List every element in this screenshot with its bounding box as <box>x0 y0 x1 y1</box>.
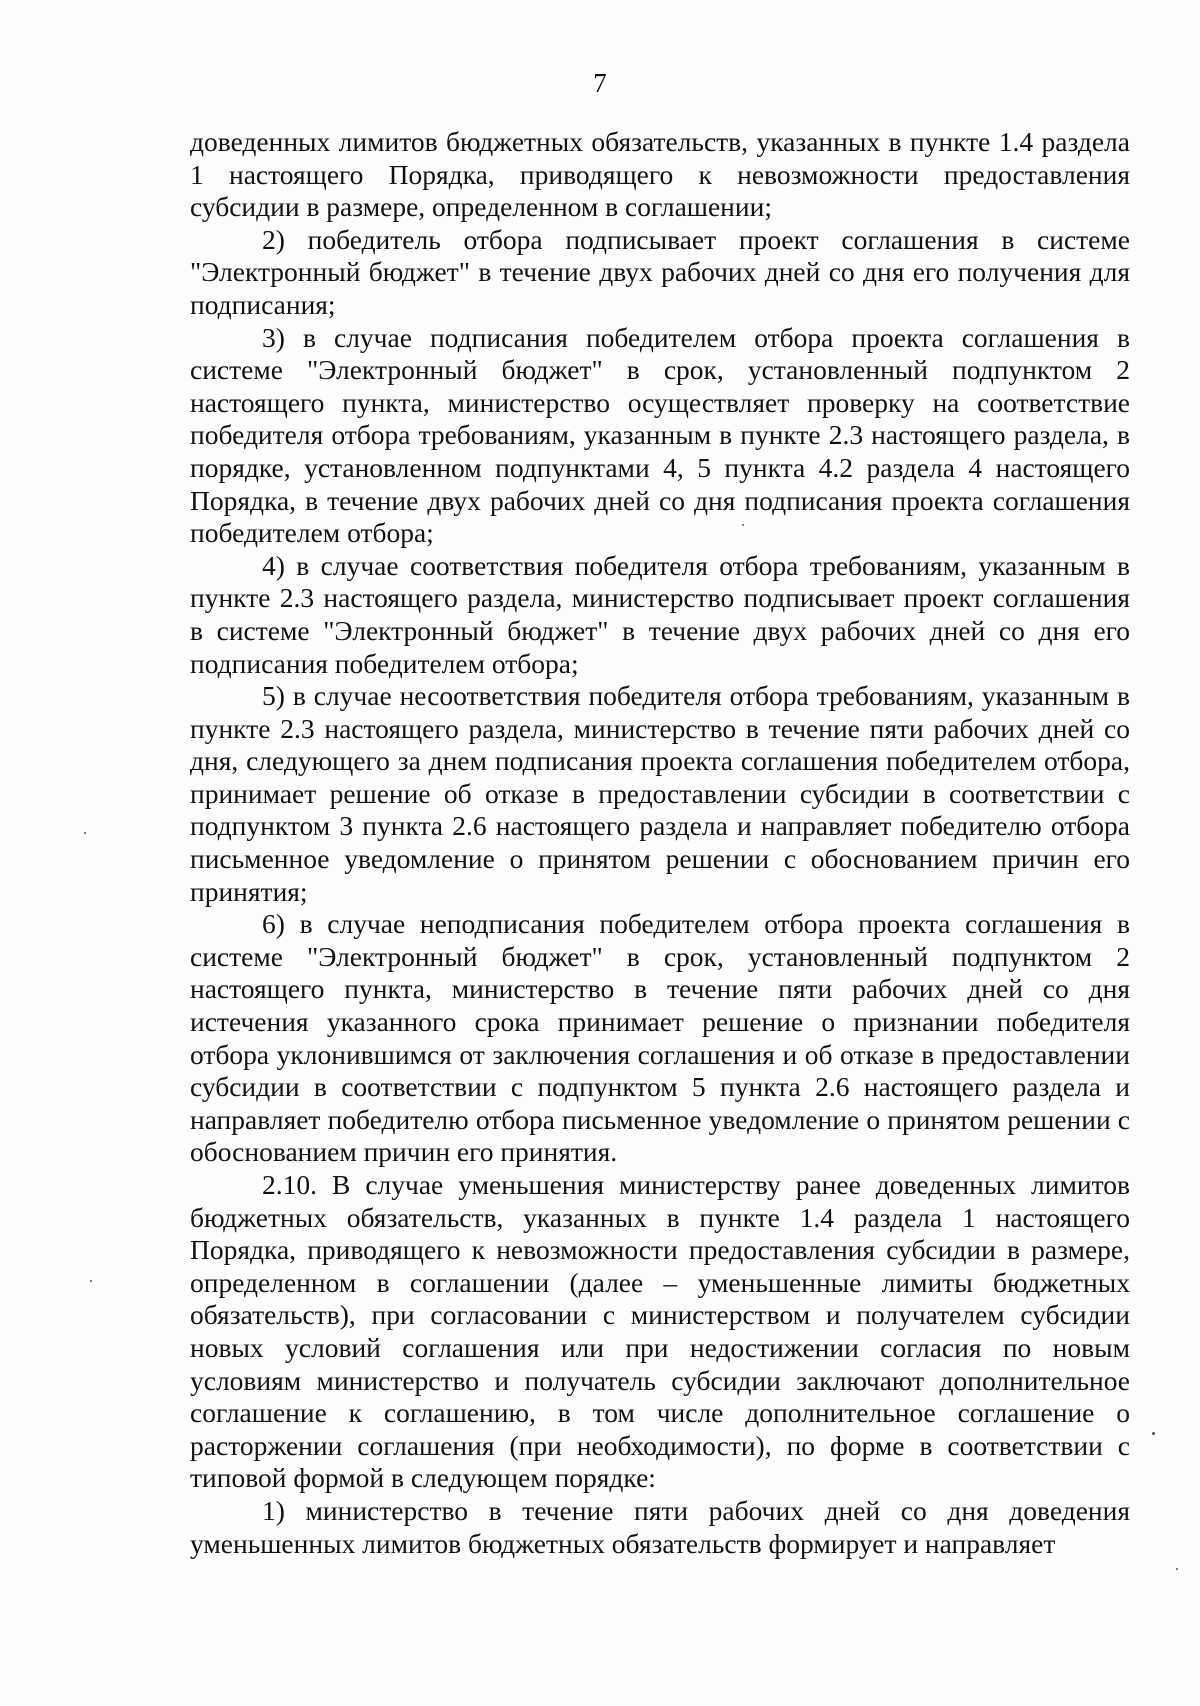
paragraph-continuation: доведенных лимитов бюджетных обязательств, указанных в пункте 1.4 раздела 1 настоящего Порядка, приводящего к невозможности предоставления субсидии в размере, определенном в соглашении; <box>190 126 1130 223</box>
paragraph-item-4: 4) в случае соответствия победителя отбора требованиям, указанным в пункте 2.3 настоящего раздела, министерство подписывает проект соглашения в системе "Электронный бюджет" в течение двух рабочих дней со дня его подписания победителем отбора; <box>190 549 1130 679</box>
paragraph-item-3: 3) в случае подписания победителем отбора проекта соглашения в системе "Электронный бюджет" в срок, установленный подпунктом 2 настоящего пункта, министерство осуществляет проверку на соответствие победителя отбора требованиям, указанным в пункте 2.3 настоящего раздела, в порядке, установленном подпунктами 4, 5 пункта 4.2 раздела 4 настоящего Порядка, в течение двух рабочих дней со дня подписания проекта соглашения победителем отбора; <box>190 321 1130 549</box>
paragraph-item-2: 2) победитель отбора подписывает проект соглашения в системе "Электронный бюджет" в течение двух рабочих дней со дня его получения для подписания; <box>190 223 1130 320</box>
paragraph-item-6: 6) в случае неподписания победителем отбора проекта соглашения в системе "Электронный бюджет" в срок, установленный подпунктом 2 настоящего пункта, министерство в течение пяти рабочих дней со дня истечения указанного срока принимает решение о признании победителя отбора уклонившимся от заключения соглашения и об отказе в предоставлении субсидии в соответствии с подпунктом 5 пункта 2.6 настоящего раздела и направляет победителю отбора письменное уведомление о принятом решении с обоснованием причин его принятия. <box>190 908 1130 1168</box>
paragraph-subitem-1: 1) министерство в течение пяти рабочих дней со дня доведения уменьшенных лимитов бюджетных обязательств формирует и направляет <box>190 1494 1130 1559</box>
page-number: 7 <box>593 68 607 98</box>
document-body <box>190 126 1130 1560</box>
scan-speck <box>1176 1568 1178 1570</box>
scan-speck <box>742 524 744 526</box>
scan-speck <box>1152 1432 1155 1435</box>
scan-speck <box>84 832 86 834</box>
paragraph-section-2-10: 2.10. В случае уменьшения министерству ранее доведенных лимитов бюджетных обязательств, указанных в пункте 1.4 раздела 1 настоящего Порядка, приводящего к невозможности предоставления субсидии в размере, определенном в соглашении (далее – уменьшенные лимиты бюджетных обязательств), при согласовании с министерством и получателем субсидии новых условий соглашения или при недостижении согласия по новым условиям министерство и получатель субсидии заключают дополнительное соглашение к соглашению, в том числе дополнительное соглашение о расторжении соглашения (при необходимости), по форме в соответствии с типовой формой в следующем порядке: <box>190 1169 1130 1494</box>
scan-speck <box>90 1280 92 1282</box>
paragraph-item-5: 5) в случае несоответствия победителя отбора требованиям, указанным в пункте 2.3 настоящего раздела, министерство в течение пяти рабочих дней со дня, следующего за днем подписания проекта соглашения победителем отбора, принимает решение об отказе в предоставлении субсидии в соответствии с подпунктом 3 пункта 2.6 настоящего раздела и направляет победителю отбора письменное уведомление о принятом решении с обоснованием причин его принятия; <box>190 680 1130 907</box>
